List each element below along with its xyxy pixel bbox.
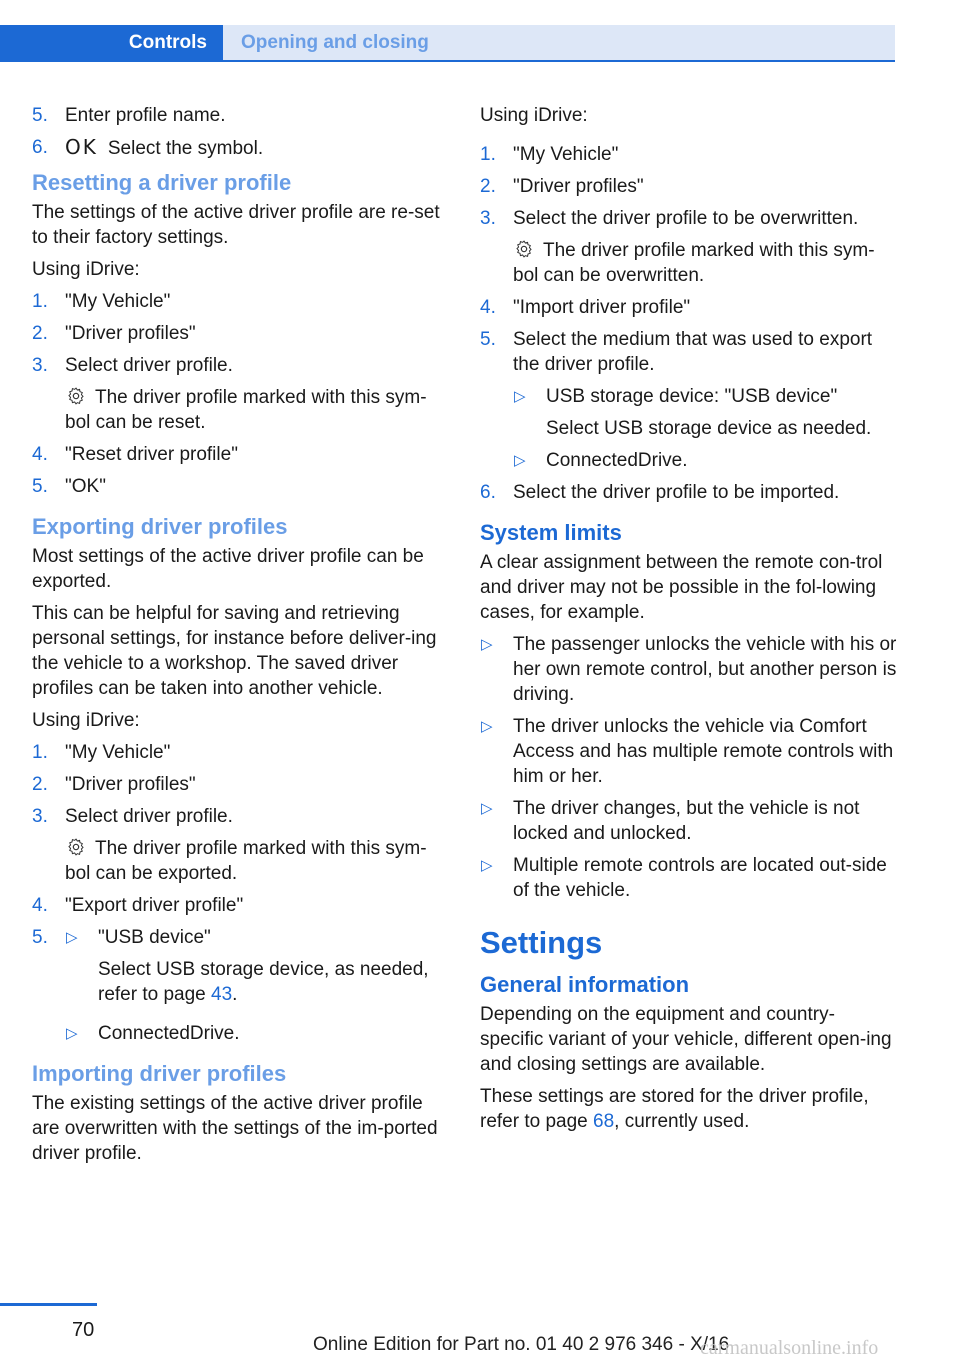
step-number: 5. xyxy=(32,927,48,948)
step-number: 6. xyxy=(32,137,48,158)
step-text: "My Vehicle" xyxy=(65,742,171,763)
list-item xyxy=(480,480,898,505)
paragraph: The settings of the active driver profile are re-set to their factory settings. xyxy=(32,202,440,248)
step-text: "Driver profiles" xyxy=(65,323,196,344)
triangle-right-icon: ▷ xyxy=(481,718,493,735)
bullet-note xyxy=(98,957,450,1007)
list-item xyxy=(480,853,898,903)
bullet-text: The passenger unlocks the vehicle with his or her own remote control, but another person is driving. xyxy=(513,634,897,705)
list-item xyxy=(32,103,450,128)
paragraph: Using iDrive: xyxy=(480,105,588,126)
triangle-right-icon: ▷ xyxy=(514,388,526,405)
triangle-right-icon: ▷ xyxy=(481,800,493,817)
paragraph-text: These settings are stored for the driver profile, refer to page xyxy=(480,1086,869,1132)
step-number: 1. xyxy=(480,144,496,165)
list-item xyxy=(32,135,450,161)
page-number: 70 xyxy=(72,1319,95,1341)
paragraph: Using iDrive: xyxy=(32,259,140,280)
list-item xyxy=(32,893,450,918)
page-link[interactable]: 43 xyxy=(211,984,233,1005)
list-item xyxy=(32,289,450,314)
paragraph: A clear assignment between the remote con-trol and driver may not be possible in the fol-lowing cases, for example. xyxy=(480,552,883,623)
step-number: 3. xyxy=(32,806,48,827)
left-column xyxy=(32,103,450,1173)
list-item xyxy=(65,925,450,1007)
watermark: carmanualsonline.info xyxy=(700,1337,879,1359)
step-text: "Import driver profile" xyxy=(513,297,691,318)
section-heading-export: Exporting driver profiles xyxy=(32,514,288,539)
step-number: 6. xyxy=(480,482,496,503)
list-item xyxy=(480,632,898,707)
paragraph: This can be helpful for saving and retrieving personal settings, for instance before deliver-ing the vehicle to a workshop. The saved driver profiles can be taken into another vehicle. xyxy=(32,603,437,699)
gear-icon xyxy=(513,239,535,259)
section-heading-reset: Resetting a driver profile xyxy=(32,170,292,195)
step-number: 4. xyxy=(480,297,496,318)
right-column xyxy=(480,103,898,1141)
bullet-note-text: Select USB storage device, as needed, refer to page xyxy=(98,959,429,1005)
step-text: "Driver profiles" xyxy=(513,176,644,197)
ok-icon: OK xyxy=(65,135,98,159)
list-item xyxy=(480,327,898,473)
step-number: 4. xyxy=(32,444,48,465)
step-number: 1. xyxy=(32,742,48,763)
list-item xyxy=(32,804,450,886)
step-number: 1. xyxy=(32,291,48,312)
paragraph: Using iDrive: xyxy=(32,710,140,731)
step-number: 5. xyxy=(32,476,48,497)
header-section: Controls xyxy=(0,25,223,60)
export-steps xyxy=(32,740,450,1046)
bullet-text: ConnectedDrive. xyxy=(98,1023,240,1044)
list-item xyxy=(32,772,450,797)
limits-list xyxy=(480,632,898,903)
header-rule xyxy=(0,60,895,62)
step-text: Select driver profile. xyxy=(65,355,233,376)
list-item xyxy=(480,714,898,789)
step-number: 2. xyxy=(480,176,496,197)
step-note xyxy=(65,836,450,886)
page-header xyxy=(0,25,895,62)
reset-steps xyxy=(32,289,450,499)
list-item xyxy=(32,442,450,467)
export-medium-list xyxy=(65,925,450,1046)
paragraph: Most settings of the active driver profile can be exported. xyxy=(32,546,424,592)
step-text: Select the medium that was used to export the driver profile. xyxy=(513,329,873,375)
step-number: 2. xyxy=(32,774,48,795)
list-item xyxy=(32,353,450,435)
list-item xyxy=(32,925,450,1046)
section-heading-limits: System limits xyxy=(480,520,622,545)
step-note-text: The driver profile marked with this sym-bol can be reset. xyxy=(65,387,427,433)
step-text: "OK" xyxy=(65,476,106,497)
list-item xyxy=(32,474,450,499)
step-text: "Export driver profile" xyxy=(65,895,244,916)
paragraph-text: , currently used. xyxy=(614,1111,750,1132)
step-text: Select driver profile. xyxy=(65,806,233,827)
triangle-right-icon: ▷ xyxy=(481,857,493,874)
step-text: Select the driver profile to be overwritten. xyxy=(513,208,859,229)
triangle-right-icon: ▷ xyxy=(66,929,78,946)
step-number: 5. xyxy=(480,329,496,350)
import-medium-list xyxy=(513,384,898,473)
step-note xyxy=(65,385,450,435)
step-number: 4. xyxy=(32,895,48,916)
list-item xyxy=(32,740,450,765)
step-number: 2. xyxy=(32,323,48,344)
bullet-text: ConnectedDrive. xyxy=(546,450,688,471)
edition-note: Online Edition for Part no. 01 40 2 976 346 - X/16 xyxy=(313,1334,730,1355)
section-heading-general: General information xyxy=(480,972,690,997)
list-item xyxy=(480,142,898,167)
step-number: 3. xyxy=(480,208,496,229)
section-title-settings: Settings xyxy=(480,925,603,960)
list-item xyxy=(480,295,898,320)
bullet-text: Multiple remote controls are located out-side of the vehicle. xyxy=(513,855,887,901)
import-steps xyxy=(480,142,898,505)
bullet-note-text: . xyxy=(232,984,238,1005)
paragraph xyxy=(480,1084,898,1134)
list-item xyxy=(480,796,898,846)
step-text: "My Vehicle" xyxy=(513,144,619,165)
gear-icon xyxy=(65,837,87,857)
step-text: "Driver profiles" xyxy=(65,774,196,795)
step-number: 3. xyxy=(32,355,48,376)
step-text: Enter profile name. xyxy=(65,105,226,126)
step-text: Select the driver profile to be imported. xyxy=(513,482,840,503)
list-item xyxy=(480,174,898,199)
triangle-right-icon: ▷ xyxy=(514,452,526,469)
step-note-text: The driver profile marked with this sym-bol can be overwritten. xyxy=(513,240,875,286)
step-text: "My Vehicle" xyxy=(65,291,171,312)
step-note xyxy=(513,238,898,288)
bullet-text: The driver changes, but the vehicle is not locked and unlocked. xyxy=(513,798,860,844)
triangle-right-icon: ▷ xyxy=(66,1025,78,1042)
step-note-text: The driver profile marked with this sym-bol can be exported. xyxy=(65,838,427,884)
bullet-note: Select USB storage device as needed. xyxy=(546,418,872,439)
page-link[interactable]: 68 xyxy=(593,1111,615,1132)
top-steps xyxy=(32,103,450,161)
header-subsection: Opening and closing xyxy=(223,25,895,60)
bullet-text: "USB device" xyxy=(98,927,211,948)
bullet-text: The driver unlocks the vehicle via Comfort Access and has multiple remote controls with him or her. xyxy=(513,716,894,787)
list-item xyxy=(513,448,898,473)
triangle-right-icon: ▷ xyxy=(481,636,493,653)
bullet-text: USB storage device: "USB device" xyxy=(546,386,838,407)
step-text: Select the symbol. xyxy=(107,138,264,159)
list-item xyxy=(65,1021,450,1046)
list-item xyxy=(513,384,898,441)
step-text: "Reset driver profile" xyxy=(65,444,238,465)
paragraph: Depending on the equipment and country-specific variant of your vehicle, different open-ing and closing settings are available. xyxy=(480,1004,892,1075)
list-item xyxy=(32,321,450,346)
list-item xyxy=(480,206,898,288)
section-heading-import: Importing driver profiles xyxy=(32,1061,287,1086)
footer-rule xyxy=(0,1303,97,1306)
paragraph: The existing settings of the active driver profile are overwritten with the settings of the im-ported driver profile. xyxy=(32,1093,438,1164)
gear-icon xyxy=(65,386,87,406)
step-number: 5. xyxy=(32,105,48,126)
